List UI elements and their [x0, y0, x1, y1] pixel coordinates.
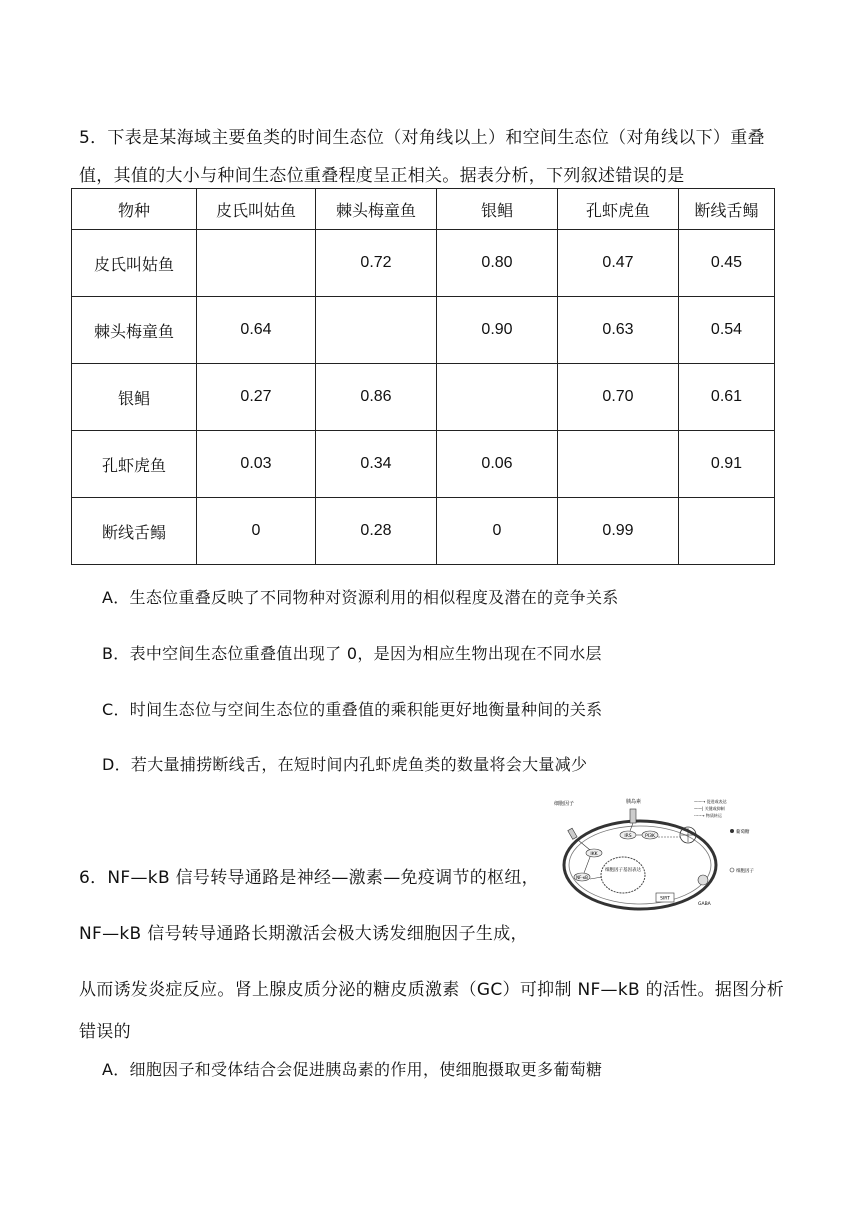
table-cell: 0.90 — [437, 297, 558, 364]
gaba-label: GABA — [698, 902, 711, 907]
table-cell: 0.72 — [316, 230, 437, 297]
table-cell: 0 — [197, 498, 316, 565]
table-cell: 0.27 — [197, 364, 316, 431]
cytokine-dot — [730, 868, 734, 872]
table-cell: 0.47 — [558, 230, 679, 297]
table-header-cell: 断线舌鳎 — [679, 189, 775, 230]
table-row — [72, 498, 775, 565]
table-cell: 0.28 — [316, 498, 437, 565]
table-header-cell: 棘头梅童鱼 — [316, 189, 437, 230]
arrow — [630, 823, 633, 831]
arrow — [584, 857, 590, 873]
table-row — [72, 297, 775, 364]
cell-membrane-inner — [569, 826, 711, 904]
table-header-cell: 物种 — [72, 189, 197, 230]
table-cell: 0.70 — [558, 364, 679, 431]
table-cell — [197, 230, 316, 297]
q5-stem-line-2: 值，其值的大小与种间生态位重叠程度呈正相关。据表分析，下列叙述错误的是 — [79, 166, 685, 186]
legend-item: ——| 关键或抑制 — [694, 806, 725, 811]
q6-stem-line-3: 从而诱发炎症反应。肾上腺皮质分泌的糖皮质激素（GC）可抑制 NF—kB 的活性。据图分析 — [79, 980, 785, 1000]
gaba-channel — [698, 875, 708, 885]
nucleus — [601, 857, 645, 893]
table-header-cell: 皮氏叫姑鱼 — [197, 189, 316, 230]
table-cell: 0.34 — [316, 431, 437, 498]
table-cell: 0.03 — [197, 431, 316, 498]
legend-item: -----→ 物质转运 — [694, 813, 722, 818]
row-species: 银鲳 — [72, 364, 197, 431]
table-cell: 0.63 — [558, 297, 679, 364]
table-cell — [558, 431, 679, 498]
cytokine-right-label: 细胞因子 — [736, 869, 754, 874]
table-cell: 0.86 — [316, 364, 437, 431]
table-cell: 0.80 — [437, 230, 558, 297]
q5-option-b: B．表中空间生态位重叠值出现了 0，是因为相应生物出现在不同水层 — [102, 644, 602, 663]
table-cell: 0.54 — [679, 297, 775, 364]
row-species: 皮氏叫姑鱼 — [72, 230, 197, 297]
irs-label: IRS — [624, 834, 632, 839]
table-cell — [437, 364, 558, 431]
row-species: 棘头梅童鱼 — [72, 297, 197, 364]
table-header-cell: 孔虾虎鱼 — [558, 189, 679, 230]
legend-item: ——→ 促进或表达 — [694, 799, 727, 804]
q6-stem-line-2: NF—kB 信号转导通路长期激活会极大诱发细胞因子生成， — [79, 924, 528, 944]
table-cell: 0.61 — [679, 364, 775, 431]
gene-box-label: 细胞因子基因表达 — [605, 868, 641, 873]
arrow — [590, 877, 602, 879]
table-cell: 0.91 — [679, 431, 775, 498]
cell-signaling-diagram — [548, 795, 774, 915]
cytokine-receptor — [568, 828, 577, 839]
table-cell — [316, 297, 437, 364]
table-header-cell: 银鲳 — [437, 189, 558, 230]
niche-overlap-table — [71, 188, 775, 565]
insulin-receptor — [630, 809, 636, 823]
q6-option-a: A．细胞因子和受体结合会促进胰岛素的作用，使细胞摄取更多葡萄糖 — [102, 1060, 603, 1079]
table-row — [72, 230, 775, 297]
table-cell: 0.45 — [679, 230, 775, 297]
q6-stem-line-1: 6．NF—kB 信号转导通路是神经—激素—免疫调节的枢纽， — [79, 868, 539, 888]
table-cell: 0.64 — [197, 297, 316, 364]
pi3k-label: PI3K — [645, 834, 655, 839]
glucose-label: 葡萄糖 — [736, 830, 750, 835]
table-cell — [679, 498, 775, 565]
q5-stem-line-1: 5．下表是某海域主要鱼类的时间生态位（对角线以上）和空间生态位（对角线以下）重叠 — [79, 128, 765, 148]
table-header-row — [72, 189, 775, 230]
arrow — [578, 840, 590, 850]
table-row — [72, 364, 775, 431]
table-cell: 0.06 — [437, 431, 558, 498]
q5-option-a: A．生态位重叠反映了不同物种对资源利用的相似程度及潜在的竞争关系 — [102, 588, 619, 607]
table-cell: 0 — [437, 498, 558, 565]
cytokine-label: 细胞因子 — [554, 801, 575, 807]
insulin-label: 胰岛素 — [626, 799, 642, 805]
table-row — [72, 431, 775, 498]
table-cell: 0.99 — [558, 498, 679, 565]
glucose-dot — [730, 829, 734, 833]
row-species: 孔虾虎鱼 — [72, 431, 197, 498]
q5-option-d: D．若大量捕捞断线舌，在短时间内孔虾虎鱼类的数量将会大量减少 — [102, 755, 588, 774]
q6-stem-line-4: 错误的 — [79, 1022, 131, 1042]
q5-option-c: C．时间生态位与空间生态位的重叠值的乘积能更好地衡量种间的关系 — [102, 700, 603, 719]
nfkb-label: NF-κB — [576, 875, 588, 880]
ikk-label: IKK — [590, 852, 598, 857]
row-species: 断线舌鳎 — [72, 498, 197, 565]
sirt-label: SIRT — [660, 896, 670, 902]
